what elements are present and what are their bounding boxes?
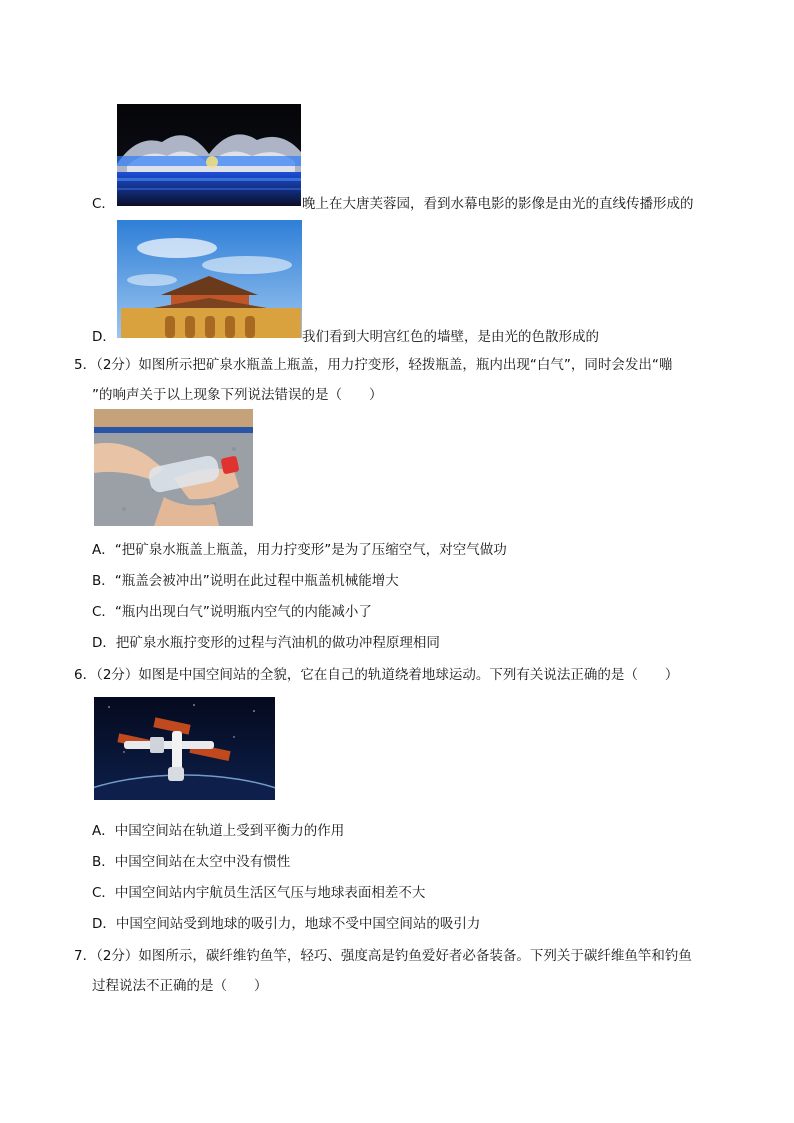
q5-option-b: B．“瓶盖会被冲出”说明在此过程中瓶盖机械能增大 bbox=[92, 573, 399, 589]
q5-option-d: D．把矿泉水瓶拧变形的过程与汽油机的做功冲程原理相同 bbox=[92, 635, 440, 651]
bottle-twisting-photo bbox=[94, 409, 253, 526]
q6-option-d: D．中国空间站受到地球的吸引力，地球不受中国空间站的吸引力 bbox=[92, 916, 481, 932]
option-d-label: D． bbox=[92, 329, 116, 345]
question-7-stem-line1: 7．（2分）如图所示，碳纤维钓鱼竿，轻巧、强度高是钓鱼爱好者必备装备。下列关于碳纤维鱼竿和钓鱼 bbox=[74, 948, 692, 964]
question-5-stem-line2: ”的响声关于以上现象下列说法错误的是（ ） bbox=[92, 387, 383, 403]
water-curtain-photo bbox=[117, 104, 301, 206]
q6-option-c: C．中国空间站内宇航员生活区气压与地球表面相差不大 bbox=[92, 885, 426, 901]
q6-option-b: B．中国空间站在太空中没有惯性 bbox=[92, 854, 291, 870]
q5-option-a: A．“把矿泉水瓶盖上瓶盖，用力拧变形”是为了压缩空气，对空气做功 bbox=[92, 542, 507, 558]
question-6-stem: 6．（2分）如图是中国空间站的全貌，它在自己的轨道绕着地球运动。下列有关说法正确的是（ ） bbox=[74, 667, 679, 683]
option-c-text: 晚上在大唐芙蓉园，看到水幕电影的影像是由光的直线传播形成的 bbox=[302, 196, 694, 212]
daming-palace-photo bbox=[117, 220, 302, 338]
option-c-label: C． bbox=[92, 196, 115, 212]
q6-option-a: A．中国空间站在轨道上受到平衡力的作用 bbox=[92, 823, 345, 839]
q5-option-c: C．“瓶内出现白气”说明瓶内空气的内能减小了 bbox=[92, 604, 372, 620]
question-7-stem-line2: 过程说法不正确的是（ ） bbox=[92, 978, 268, 994]
space-station-photo bbox=[94, 697, 275, 800]
question-5-stem-line1: 5．（2分）如图所示把矿泉水瓶盖上瓶盖，用力拧变形，轻拨瓶盖，瓶内出现“白气”，同时会发出“嘣 bbox=[74, 357, 673, 373]
option-d-text: 我们看到大明宫红色的墙壁，是由光的色散形成的 bbox=[302, 329, 599, 345]
